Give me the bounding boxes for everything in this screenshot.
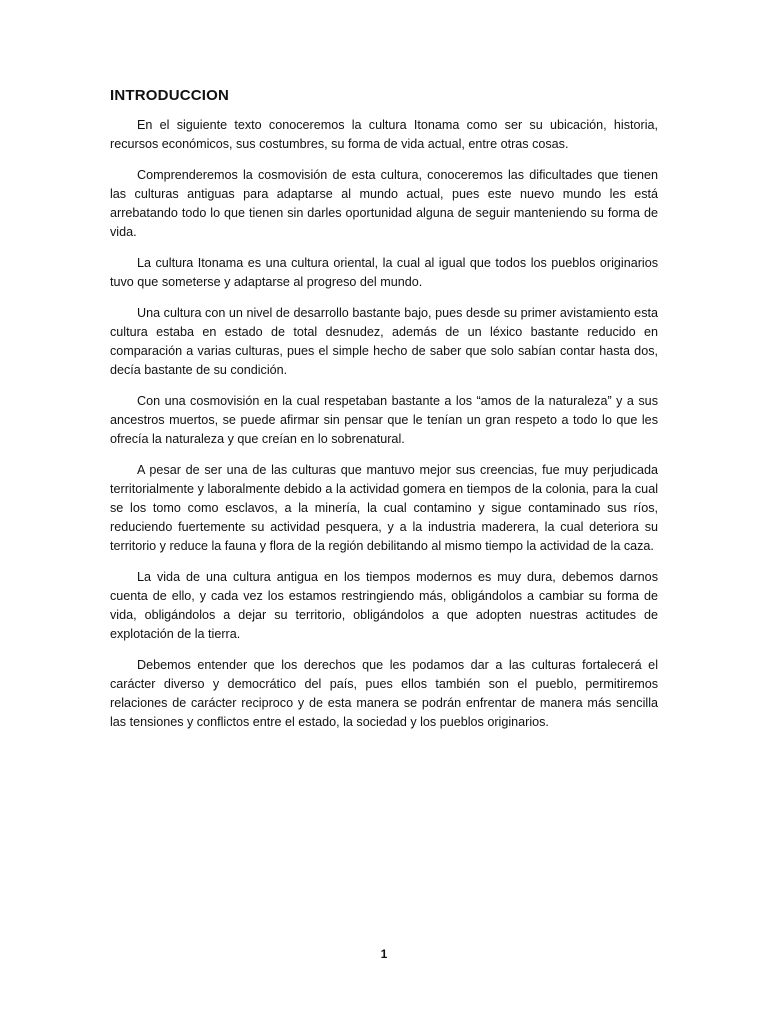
paragraph-4: Una cultura con un nivel de desarrollo bastante bajo, pues desde su primer avistamiento esta cultura estaba en estado de total desnudez, además de un léxico bastante reducido en comparación a varias culturas, pues el simple hecho de saber que solo sabían contar hasta dos, decía bastante de su condición. bbox=[110, 306, 658, 377]
section-title: INTRODUCCION bbox=[110, 87, 230, 104]
paragraph-3: La cultura Itonama es una cultura oriental, la cual al igual que todos los pueblos originarios tuvo que someterse y adaptarse al progreso del mundo. bbox=[110, 256, 658, 289]
paragraph-6: A pesar de ser una de las culturas que mantuvo mejor sus creencias, fue muy perjudicada territorialmente y laboralmente debido a la actividad gomera en tiempos de la colonia, para la cual se los tomo como esclavos, a la minería, la cual contamino y sigue contaminado sus ríos, reduciendo fuertemente su actividad pesquera, y a la industria maderera, la cual deteriora su territorio y reduce la fauna y flora de la región debilitando al mismo tiempo la actividad de la caza. bbox=[110, 463, 658, 553]
paragraph-5: Con una cosmovisión en la cual respetaban bastante a los “amos de la naturaleza” y a sus ancestros muertos, se puede afirmar sin pensar que le tenían un gran respeto a todo lo que les ofrecía la naturaleza y que creían en lo sobrenatural. bbox=[110, 394, 658, 446]
paragraph-7: La vida de una cultura antigua en los tiempos modernos es muy dura, debemos darnos cuenta de ello, y cada vez los estamos restringiendo más, obligándolos a cambiar su forma de vida, obligándolos a dejar su territorio, obligándolos a que adopten nuestras actitudes de explotación de la tierra. bbox=[110, 570, 658, 641]
paragraph-8: Debemos entender que los derechos que les podamos dar a las culturas fortalecerá el carácter diverso y democrático del país, pues ellos también son el pueblo, permitiremos relaciones de carácter reciproco y de esta manera se podrán enfrentar de manera más sencilla las tensiones y conflictos entre el estado, la sociedad y los pueblos originarios. bbox=[110, 658, 658, 729]
document-body bbox=[110, 87, 658, 744]
paragraph-2: Comprenderemos la cosmovisión de esta cultura, conoceremos las dificultades que tienen las culturas antiguas para adaptarse al mundo actual, pues este nuevo mundo les está arrebatando todo lo que tienen sin darles oportunidad alguna de seguir manteniendo su forma de vida. bbox=[110, 168, 658, 239]
page-number: 1 bbox=[380, 947, 388, 961]
paragraph-1: En el siguiente texto conoceremos la cultura Itonama como ser su ubicación, historia, recursos económicos, sus costumbres, su forma de vida actual, entre otras cosas. bbox=[110, 118, 658, 151]
